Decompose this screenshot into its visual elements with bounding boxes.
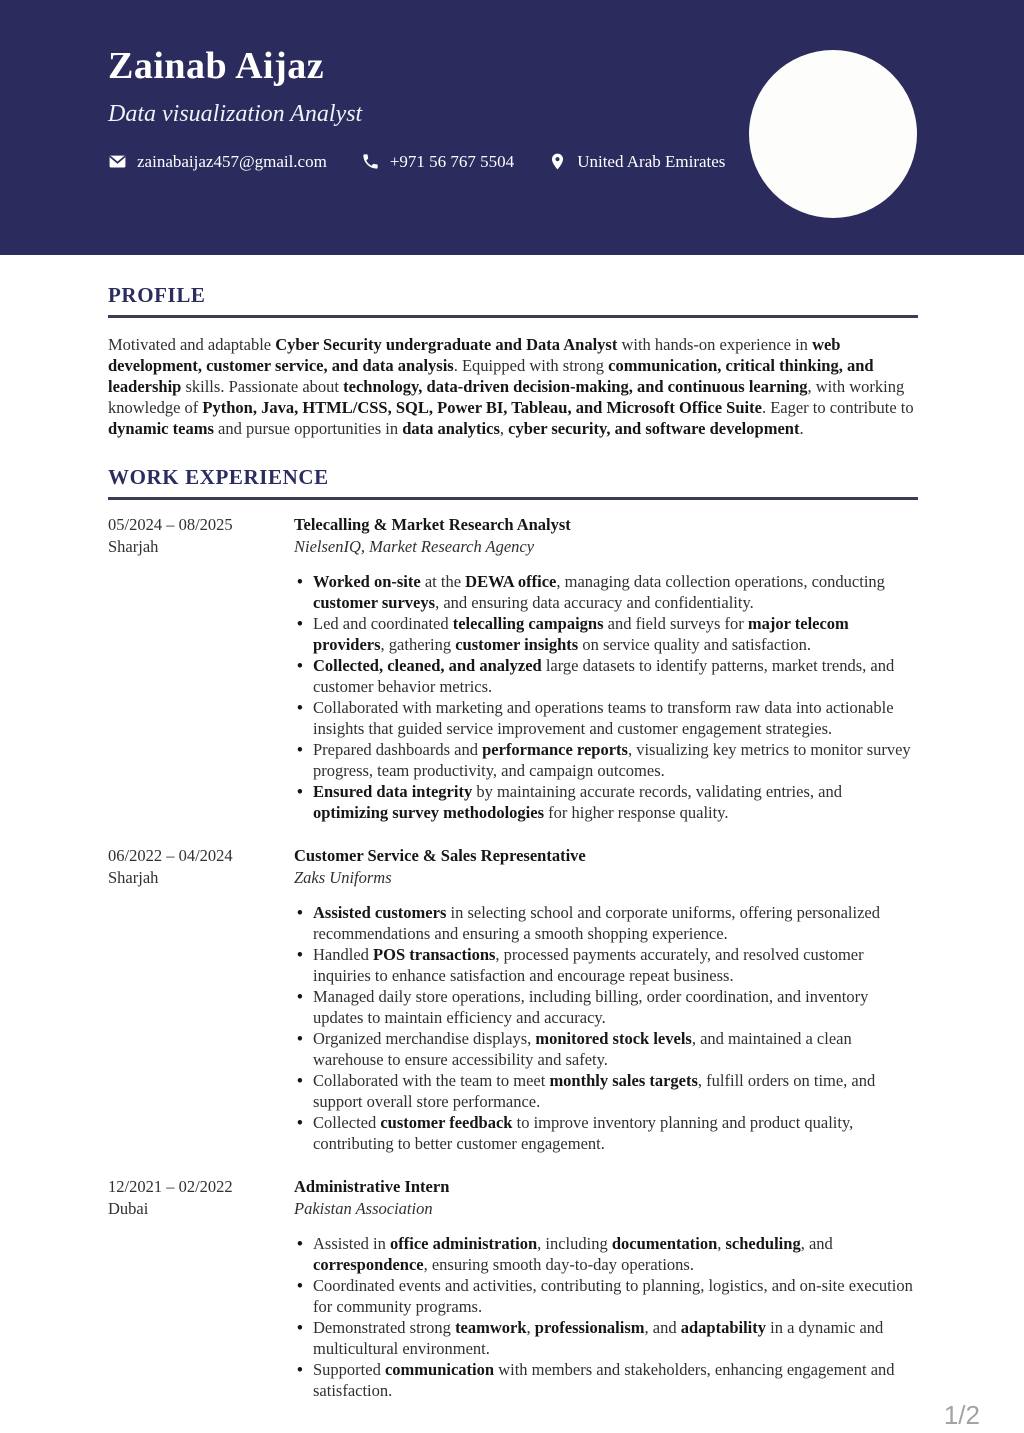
job-bullet: • Managed daily store operations, including billing, order coordination, and inventory updates to maintain efficiency and accuracy. xyxy=(294,986,918,1028)
job-bullet: • Worked on-site at the DEWA office, managing data collection operations, conducting customer surveys, and ensuring data accuracy and confidentiality. xyxy=(294,571,918,613)
job-body xyxy=(294,514,918,823)
job-body xyxy=(294,845,918,1154)
work-experience-section xyxy=(108,465,918,1401)
profile-heading: PROFILE xyxy=(108,283,206,307)
phone-icon xyxy=(361,152,380,171)
location-icon xyxy=(548,152,567,171)
job-bullet: • Collected, cleaned, and analyzed large datasets to identify patterns, market trends, and customer behavior metrics. xyxy=(294,655,918,697)
job-entry xyxy=(108,845,918,1154)
section-divider xyxy=(108,315,918,318)
job-bullets xyxy=(294,902,918,1154)
work-experience-heading: WORK EXPERIENCE xyxy=(108,465,329,489)
job-bullet: • Coordinated events and activities, contributing to planning, logistics, and on-site execution for community programs. xyxy=(294,1275,918,1317)
job-location: Dubai xyxy=(108,1199,149,1218)
job-dates: 06/2022 – 04/2024 xyxy=(108,846,233,865)
job-meta xyxy=(108,514,294,823)
job-title: Administrative Intern xyxy=(294,1177,450,1196)
contact-text: United Arab Emirates xyxy=(577,151,726,171)
job-meta xyxy=(108,1176,294,1401)
job-bullet: • Supported communication with members and stakeholders, enhancing engagement and satisfaction. xyxy=(294,1359,918,1401)
profile-section xyxy=(108,283,918,439)
contact-item xyxy=(361,152,514,172)
contact-item xyxy=(548,152,725,172)
job-body xyxy=(294,1176,918,1401)
job-dates: 05/2024 – 08/2025 xyxy=(108,515,233,534)
job-title: Telecalling & Market Research Analyst xyxy=(294,515,571,534)
job-title: Customer Service & Sales Representative xyxy=(294,846,586,865)
job-bullet: • Demonstrated strong teamwork, professionalism, and adaptability in a dynamic and multicultural environment. xyxy=(294,1317,918,1359)
job-bullets xyxy=(294,1233,918,1401)
profile-text: Motivated and adaptable Cyber Security undergraduate and Data Analyst with hands-on experience in web development, customer service, and data analysis. Equipped with strong communication, critical thinking, and leadership skills. Passionate about technology, data-driven decision-making, and continuous learning, with working knowledge of Python, Java, HTML/CSS, SQL, Power BI, Tableau, and Microsoft Office Suite. Eager to contribute to dynamic teams and pursue opportunities in data analytics, cyber security, and software development. xyxy=(108,335,914,438)
job-entry xyxy=(108,514,918,823)
job-bullet: • Organized merchandise displays, monitored stock levels, and maintained a clean warehouse to ensure accessibility and safety. xyxy=(294,1028,918,1070)
job-bullets xyxy=(294,571,918,823)
email-icon xyxy=(108,152,127,171)
job-location: Sharjah xyxy=(108,537,159,556)
resume-body xyxy=(0,255,1024,1401)
person-title: Data visualization Analyst xyxy=(108,100,363,127)
profile-photo xyxy=(749,50,917,218)
contact-text: +971 56 767 5504 xyxy=(389,151,515,171)
contact-text: zainabaijaz457@gmail.com xyxy=(137,151,327,171)
job-bullet: • Assisted customers in selecting school and corporate uniforms, offering personalized recommendations and ensuring a smooth shopping experience. xyxy=(294,902,918,944)
page-number: 1/2 xyxy=(943,1400,980,1430)
job-bullet: • Collaborated with the team to meet monthly sales targets, fulfill orders on time, and support overall store performance. xyxy=(294,1070,918,1112)
job-entry xyxy=(108,1176,918,1401)
job-dates: 12/2021 – 02/2022 xyxy=(108,1177,233,1196)
job-bullet: • Assisted in office administration, including documentation, scheduling, and correspondence, ensuring smooth day-to-day operations. xyxy=(294,1233,918,1275)
job-bullet: • Prepared dashboards and performance reports, visualizing key metrics to monitor survey progress, team productivity, and campaign outcomes. xyxy=(294,739,918,781)
resume-header xyxy=(0,0,1024,255)
section-divider xyxy=(108,497,918,500)
job-location: Sharjah xyxy=(108,868,159,887)
job-bullet: • Collected customer feedback to improve inventory planning and product quality, contributing to better customer engagement. xyxy=(294,1112,918,1154)
contact-item xyxy=(108,152,327,172)
person-name: Zainab Aijaz xyxy=(108,45,325,87)
job-meta xyxy=(108,845,294,1154)
job-company: Pakistan Association xyxy=(294,1199,433,1218)
job-bullet: • Led and coordinated telecalling campaigns and field surveys for major telecom providers, gathering customer insights on service quality and satisfaction. xyxy=(294,613,918,655)
job-company: NielsenIQ, Market Research Agency xyxy=(294,537,535,556)
job-list xyxy=(108,514,918,1401)
job-bullet: • Collaborated with marketing and operations teams to transform raw data into actionable insights that guided service improvement and customer engagement strategies. xyxy=(294,697,918,739)
job-bullet: • Handled POS transactions, processed payments accurately, and resolved customer inquiries to enhance satisfaction and encourage repeat business. xyxy=(294,944,918,986)
job-bullet: • Ensured data integrity by maintaining accurate records, validating entries, and optimizing survey methodologies for higher response quality. xyxy=(294,781,918,823)
job-company: Zaks Uniforms xyxy=(294,868,392,887)
